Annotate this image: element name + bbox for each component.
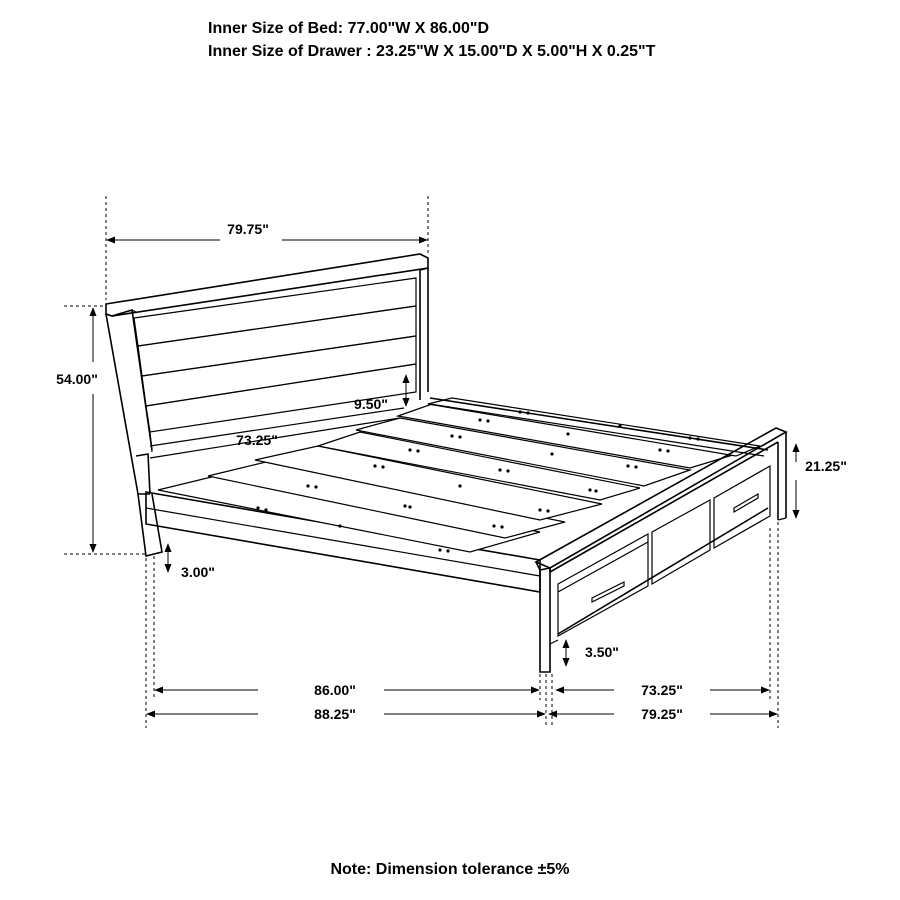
footboard-height-label: 21.25"	[805, 458, 847, 474]
overall-width-label: 79.25"	[641, 706, 683, 722]
inner-width-bottom-label: 73.25"	[641, 682, 683, 698]
inner-width-top-label: 73.25"	[236, 432, 278, 448]
clearance-foot-label: 3.50"	[585, 644, 619, 660]
slats	[158, 398, 760, 552]
overall-length-label: 88.25"	[314, 706, 356, 722]
panel-height-label: 9.50"	[354, 396, 388, 412]
inner-drawer-size-text: Inner Size of Drawer : 23.25"W X 15.00"D X 5.00"H X 0.25"T	[208, 43, 656, 60]
tolerance-note: Note: Dimension tolerance ±5%	[330, 861, 570, 878]
clearance-head-label: 3.00"	[181, 564, 215, 580]
inner-bed-size-text: Inner Size of Bed: 77.00"W X 86.00"D	[208, 20, 490, 37]
headboard-height-label: 54.00"	[56, 371, 98, 387]
headboard-width-label: 79.75"	[227, 221, 269, 237]
inner-length-label: 86.00"	[314, 682, 356, 698]
